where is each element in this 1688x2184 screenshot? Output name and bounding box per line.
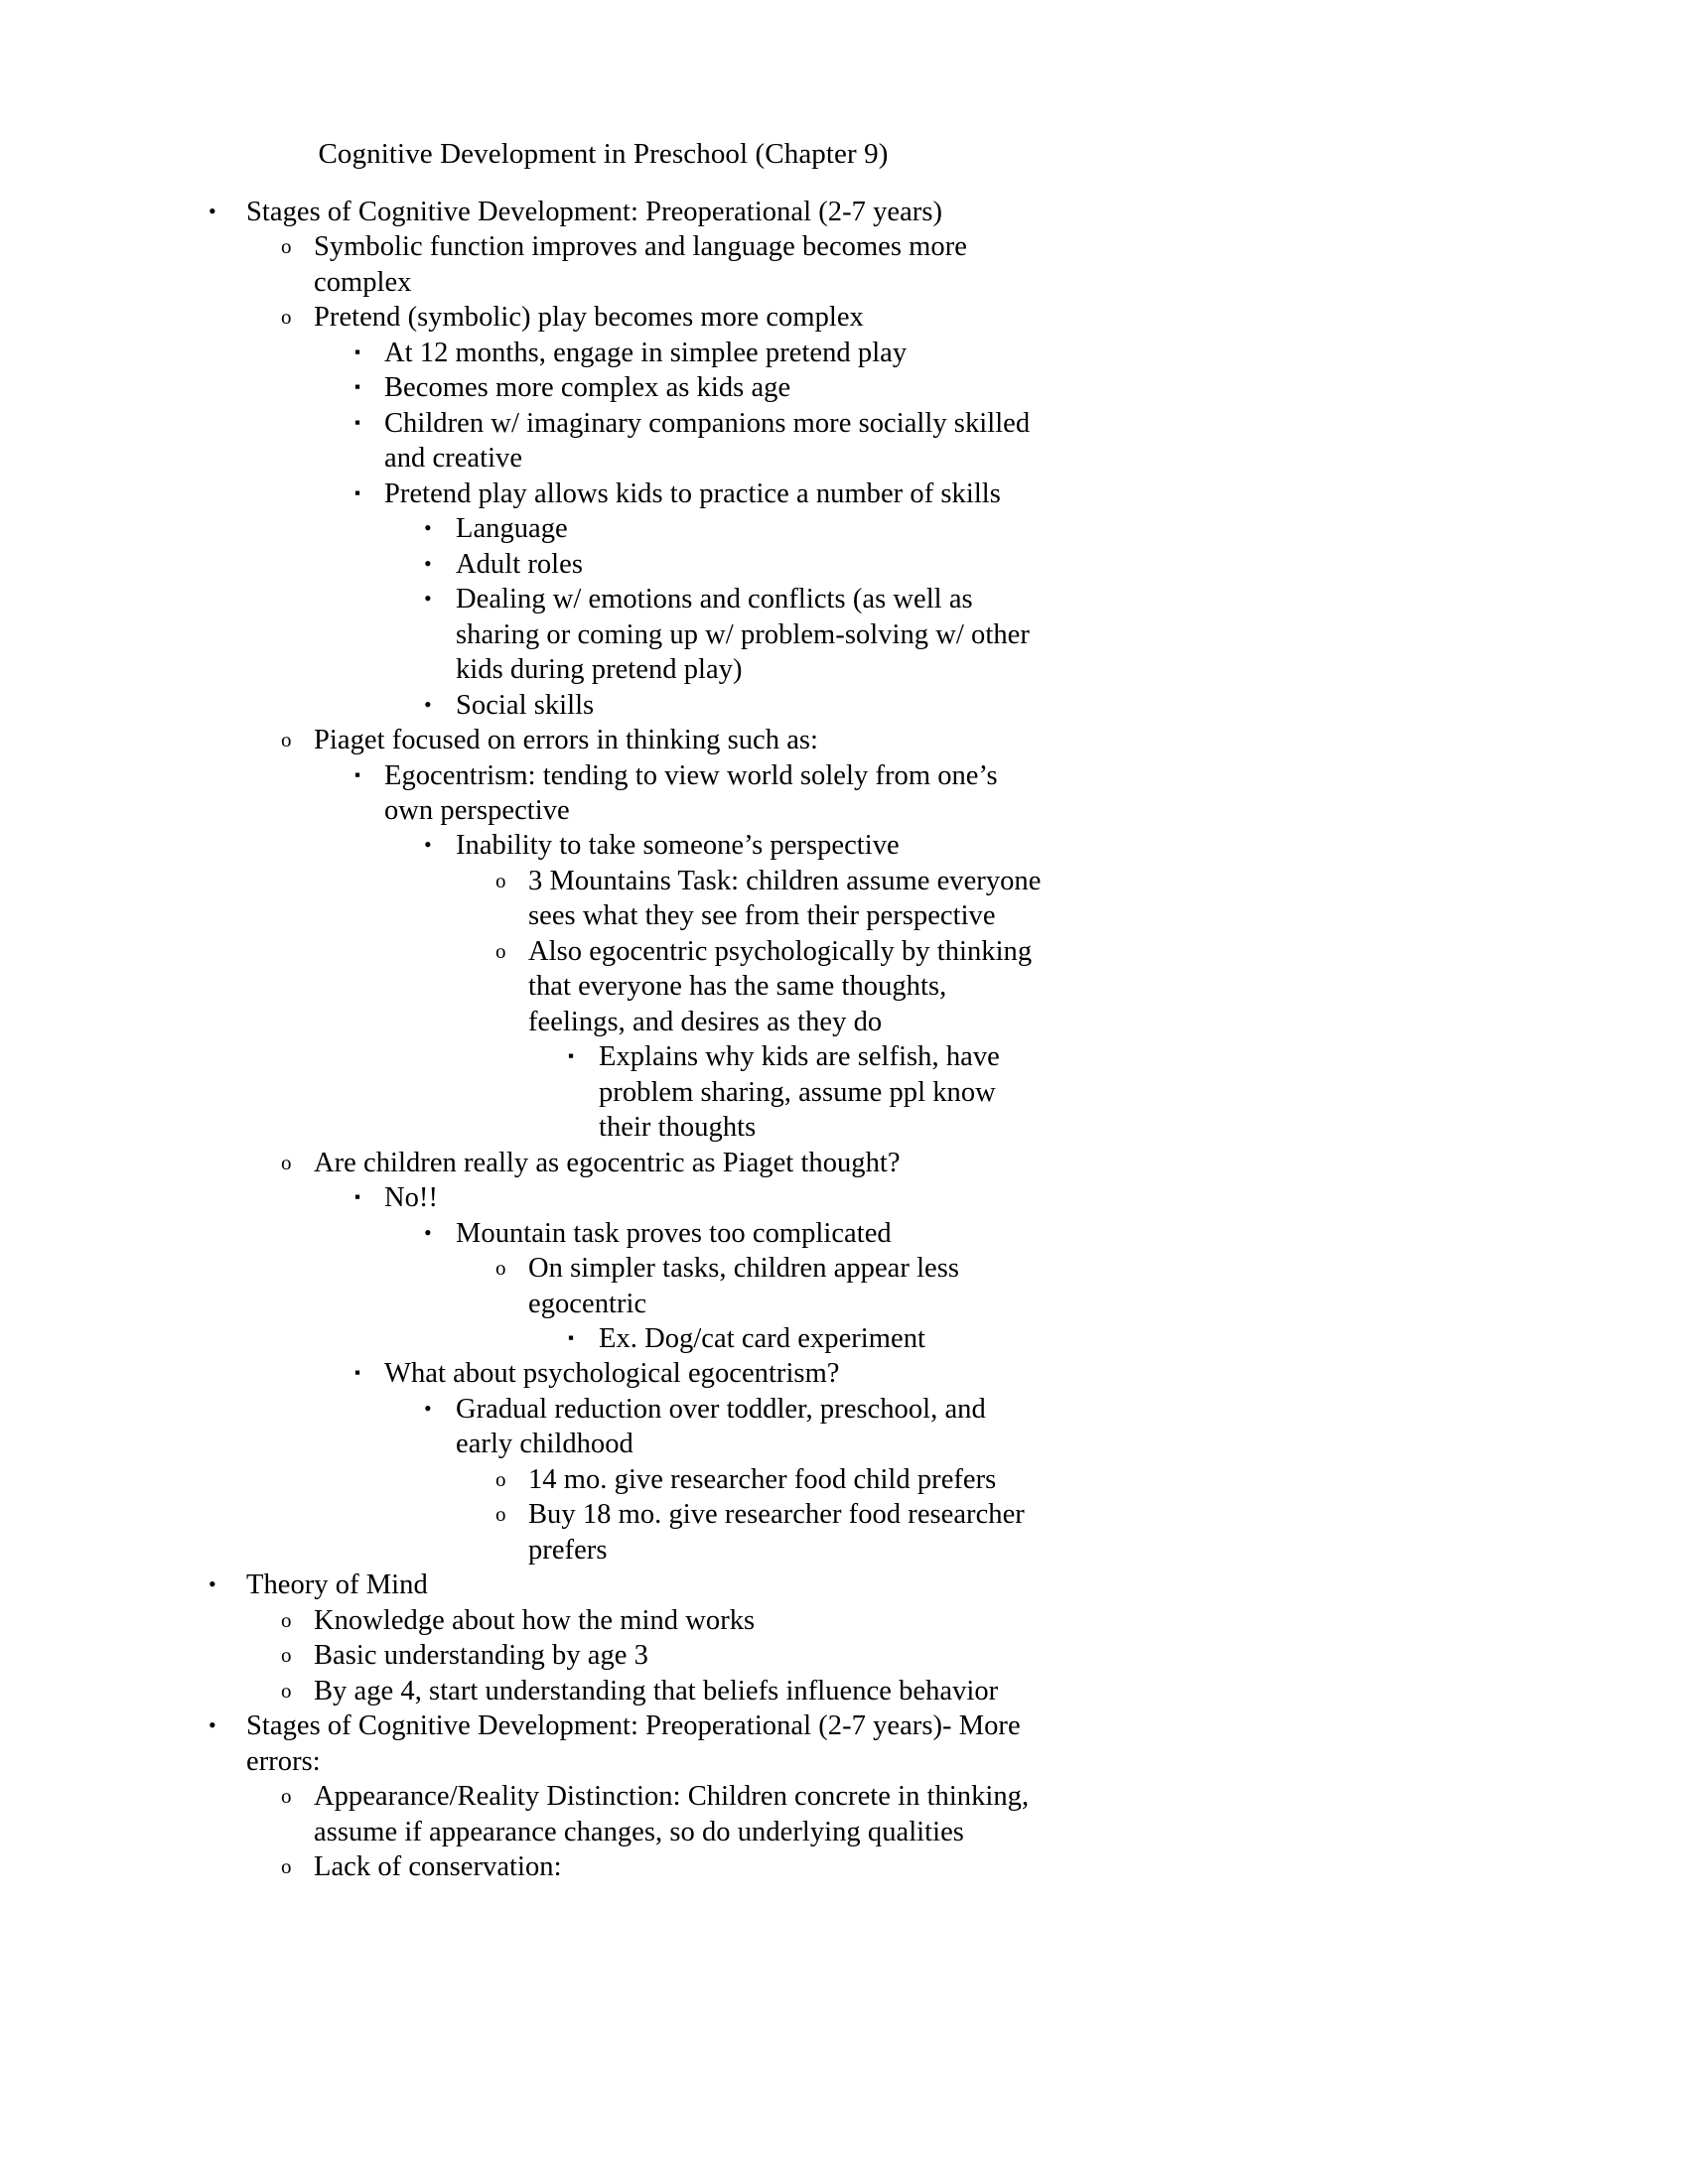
- bullet-square-icon: ▪: [568, 1328, 575, 1347]
- bullet-circle-icon: o: [281, 1643, 292, 1668]
- outline-item: [0, 1392, 1206, 1462]
- outline-item-text: Knowledge about how the mind works: [314, 1604, 756, 1636]
- bullet-circle-icon: o: [495, 1502, 506, 1527]
- bullet-disc-icon: •: [209, 199, 216, 223]
- bullet-disc-icon: •: [424, 832, 432, 858]
- outline-item: [0, 300, 1206, 335]
- outline-item: [0, 370, 1206, 405]
- outline-item: [0, 406, 1206, 477]
- outline-item-text: Are children really as egocentric as Piaget thought?: [314, 1147, 901, 1178]
- outline-item-text: Stages of Cognitive Development: Preoperational (2-7 years)- More errors:: [246, 1710, 1021, 1777]
- outline-item-text: Gradual reduction over toddler, preschool, and early childhood: [456, 1393, 986, 1460]
- outline-item-text: What about psychological egocentrism?: [384, 1358, 840, 1390]
- outline-item-text: Explains why kids are selfish, have problem sharing, assume ppl know their thoughts: [599, 1041, 1000, 1144]
- bullet-disc-icon: •: [209, 1571, 216, 1597]
- bullet-square-icon: ▪: [354, 1187, 361, 1207]
- outline-item: [0, 1356, 1206, 1391]
- outline-item: [0, 1708, 1206, 1779]
- outline-item: [0, 934, 1206, 1039]
- bullet-square-icon: ▪: [354, 412, 361, 432]
- bullet-circle-icon: o: [281, 1150, 292, 1174]
- outline-item: [0, 723, 1206, 757]
- outline-item: [0, 1779, 1206, 1849]
- bullet-square-icon: ▪: [354, 341, 361, 361]
- outline-item-text: Stages of Cognitive Development: Preoperational (2-7 years): [246, 197, 943, 227]
- outline-item: [0, 1039, 1206, 1145]
- outline-item-text: Children w/ imaginary companions more socially skilled and creative: [384, 407, 1031, 475]
- bullet-square-icon: ▪: [354, 1363, 361, 1383]
- outline-item-text: 14 mo. give researcher food child prefers: [528, 1463, 997, 1495]
- outline-item: [0, 1462, 1206, 1497]
- outline-item-text: Lack of conservation:: [314, 1851, 562, 1883]
- outline-item: [0, 1216, 1206, 1251]
- bullet-circle-icon: o: [281, 728, 292, 752]
- outline-item-text: Appearance/Reality Distinction: Children concrete in thinking, assume if appearance changes, so do underlying qualities: [314, 1781, 1030, 1847]
- bullet-disc-icon: •: [424, 691, 432, 717]
- outline-item-text: Symbolic function improves and language becomes more complex: [314, 231, 967, 298]
- outline-item-text: Language: [456, 513, 568, 545]
- outline-item: [0, 1674, 1206, 1708]
- outline-item-text: Pretend (symbolic) play becomes more complex: [314, 302, 864, 334]
- outline-item-text: Piaget focused on errors in thinking such as:: [314, 725, 819, 756]
- outline-item-text: At 12 months, engage in simplee pretend play: [384, 337, 908, 368]
- outline-item: [0, 1251, 1206, 1321]
- outline-item-text: Pretend play allows kids to practice a number of skills: [384, 478, 1001, 509]
- outline-item-text: Social skills: [456, 689, 595, 721]
- outline-item: [0, 1568, 1206, 1602]
- outline-item: [0, 195, 1206, 229]
- bullet-circle-icon: o: [281, 305, 292, 330]
- outline-item-text: Adult roles: [456, 548, 583, 580]
- outline-item: [0, 758, 1206, 829]
- outline-item-text: Theory of Mind: [246, 1570, 428, 1601]
- outline-item: [0, 1497, 1206, 1568]
- outline-item: [0, 477, 1206, 511]
- outline-item: [0, 1603, 1206, 1638]
- bullet-square-icon: ▪: [354, 482, 361, 502]
- bullet-circle-icon: o: [495, 1256, 506, 1281]
- outline-item-text: Ex. Dog/cat card experiment: [599, 1323, 925, 1354]
- outline-item-text: By age 4, start understanding that beliefs influence behavior: [314, 1675, 999, 1706]
- bullet-disc-icon: •: [424, 550, 432, 576]
- bullet-disc-icon: •: [424, 1219, 432, 1245]
- outline-item: [0, 1321, 1206, 1356]
- outline-item-text: Basic understanding by age 3: [314, 1640, 648, 1672]
- outline-item: [0, 229, 1206, 300]
- bullet-disc-icon: •: [424, 1395, 432, 1421]
- outline-item: [0, 1849, 1206, 1884]
- bullet-circle-icon: o: [281, 234, 292, 259]
- outline-list: [0, 195, 1206, 1885]
- bullet-disc-icon: •: [209, 1712, 216, 1738]
- outline-item-text: Buy 18 mo. give researcher food researcher prefers: [528, 1499, 1025, 1566]
- outline-item-text: Mountain task proves too complicated: [456, 1217, 892, 1249]
- bullet-square-icon: ▪: [568, 1046, 575, 1066]
- outline-item: [0, 828, 1206, 863]
- bullet-square-icon: ▪: [354, 377, 361, 397]
- bullet-circle-icon: o: [281, 1784, 292, 1809]
- outline-item-text: Inability to take someone’s perspective: [456, 830, 900, 862]
- outline-item-text: Egocentrism: tending to view world solely from one’s own perspective: [384, 759, 998, 826]
- bullet-circle-icon: o: [281, 1854, 292, 1879]
- page-title: Cognitive Development in Preschool (Chapter 9): [318, 138, 889, 170]
- bullet-circle-icon: o: [495, 938, 506, 963]
- bullet-square-icon: ▪: [354, 764, 361, 784]
- outline-item-text: No!!: [384, 1182, 439, 1214]
- outline-item-text: Also egocentric psychologically by thinking that everyone has the same thoughts, feelings, and desires as they do: [528, 935, 1033, 1037]
- outline-item-text: On simpler tasks, children appear less egocentric: [528, 1253, 960, 1319]
- outline-item: [0, 511, 1206, 546]
- outline-item: [0, 688, 1206, 723]
- outline-item: [0, 1146, 1206, 1180]
- outline-item-text: Dealing w/ emotions and conflicts (as well as sharing or coming up w/ problem-solving w/ other kids during pretend play): [456, 584, 1030, 686]
- bullet-disc-icon: •: [424, 515, 432, 541]
- bullet-disc-icon: •: [424, 586, 432, 612]
- outline-item: [0, 1180, 1206, 1215]
- outline-item-text: Becomes more complex as kids age: [384, 372, 791, 404]
- bullet-circle-icon: o: [281, 1678, 292, 1703]
- outline-item: [0, 864, 1206, 934]
- outline-item-text: 3 Mountains Task: children assume everyone sees what they see from their perspective: [528, 865, 1042, 932]
- bullet-circle-icon: o: [281, 1607, 292, 1632]
- outline-item: [0, 547, 1206, 582]
- outline-item: [0, 1638, 1206, 1673]
- bullet-circle-icon: o: [495, 868, 506, 892]
- outline-item: [0, 336, 1206, 370]
- bullet-circle-icon: o: [495, 1466, 506, 1491]
- outline-item: [0, 582, 1206, 687]
